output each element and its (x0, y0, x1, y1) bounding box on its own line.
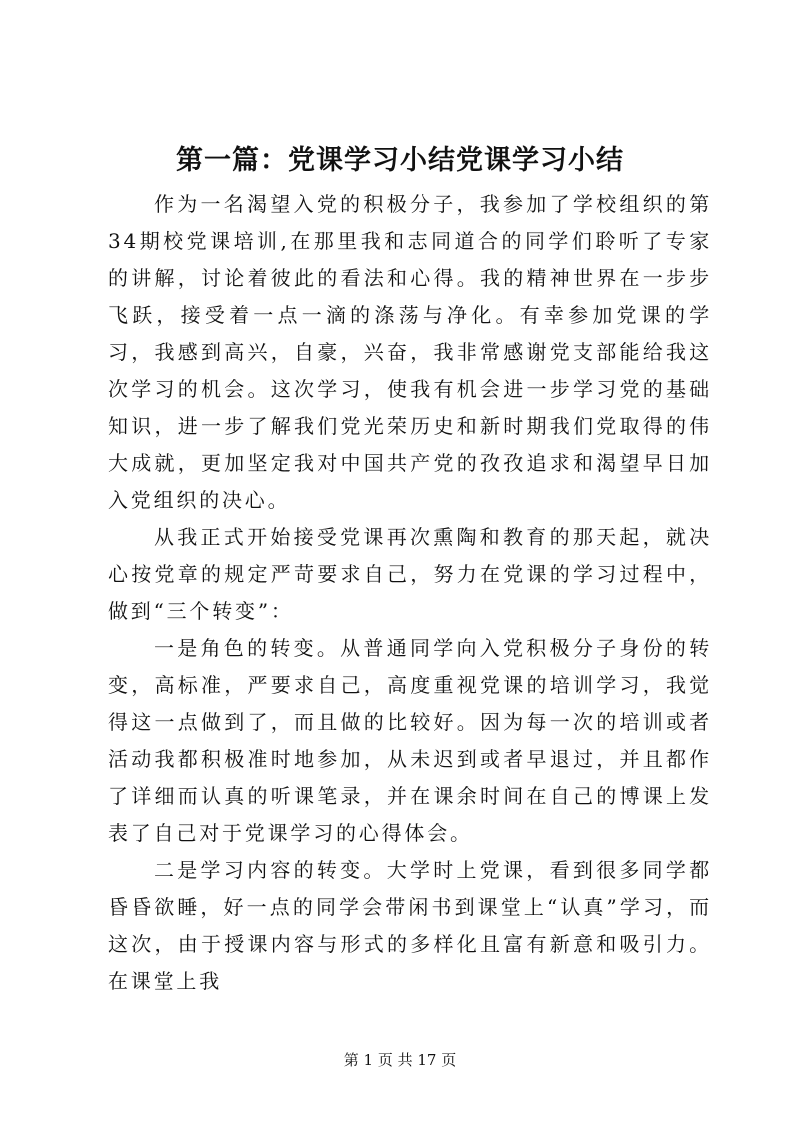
paragraph-3: 一是角色的转变。从普通同学向入党积极分子身份的转变，高标准，严要求自己，高度重视党课的培训学习，我觉得这一点做到了，而且做的比较好。因为每一次的培训或者活动我都积极准时地参加，从未迟到或者早退过，并且都作了详细而认真的听课笔录，并在课余时间在自己的博课上发表了自己对于党课学习的心得体会。 (108, 636, 712, 845)
paragraph-4: 二是学习内容的转变。大学时上党课，看到很多同学都昏昏欲睡，好一点的同学会带闲书到课堂上“认真”学习，而这次，由于授课内容与形式的多样化且富有新意和吸引力。在课堂上我 (108, 858, 712, 993)
document-title: 第一篇：党课学习小结党课学习小结 (176, 145, 624, 176)
document-body (108, 186, 712, 1000)
paragraph-1: 作为一名渴望入党的积极分子，我参加了学校组织的第34期校党课培训,在那里我和志同道合的同学们聆听了专家的讲解，讨论着彼此的看法和心得。我的精神世界在一步步飞跃，接受着一点一滴的涤荡与净化。有幸参加党课的学习，我感到高兴，自豪，兴奋，我非常感谢党支部能给我这次学习的机会。这次学习，使我有机会进一步学习党的基础知识，进一步了解我们党光荣历史和新时期我们党取得的伟大成就，更加坚定我对中国共产党的孜孜追求和渴望早日加入党组织的决心。 (108, 192, 712, 512)
page-number-footer: 第 1 页 共 17 页 (343, 1051, 457, 1069)
paragraph-2: 从我正式开始接受党课再次熏陶和教育的那天起，就决心按党章的规定严苛要求自己，努力在党课的学习过程中，做到“三个转变”： (108, 525, 712, 623)
